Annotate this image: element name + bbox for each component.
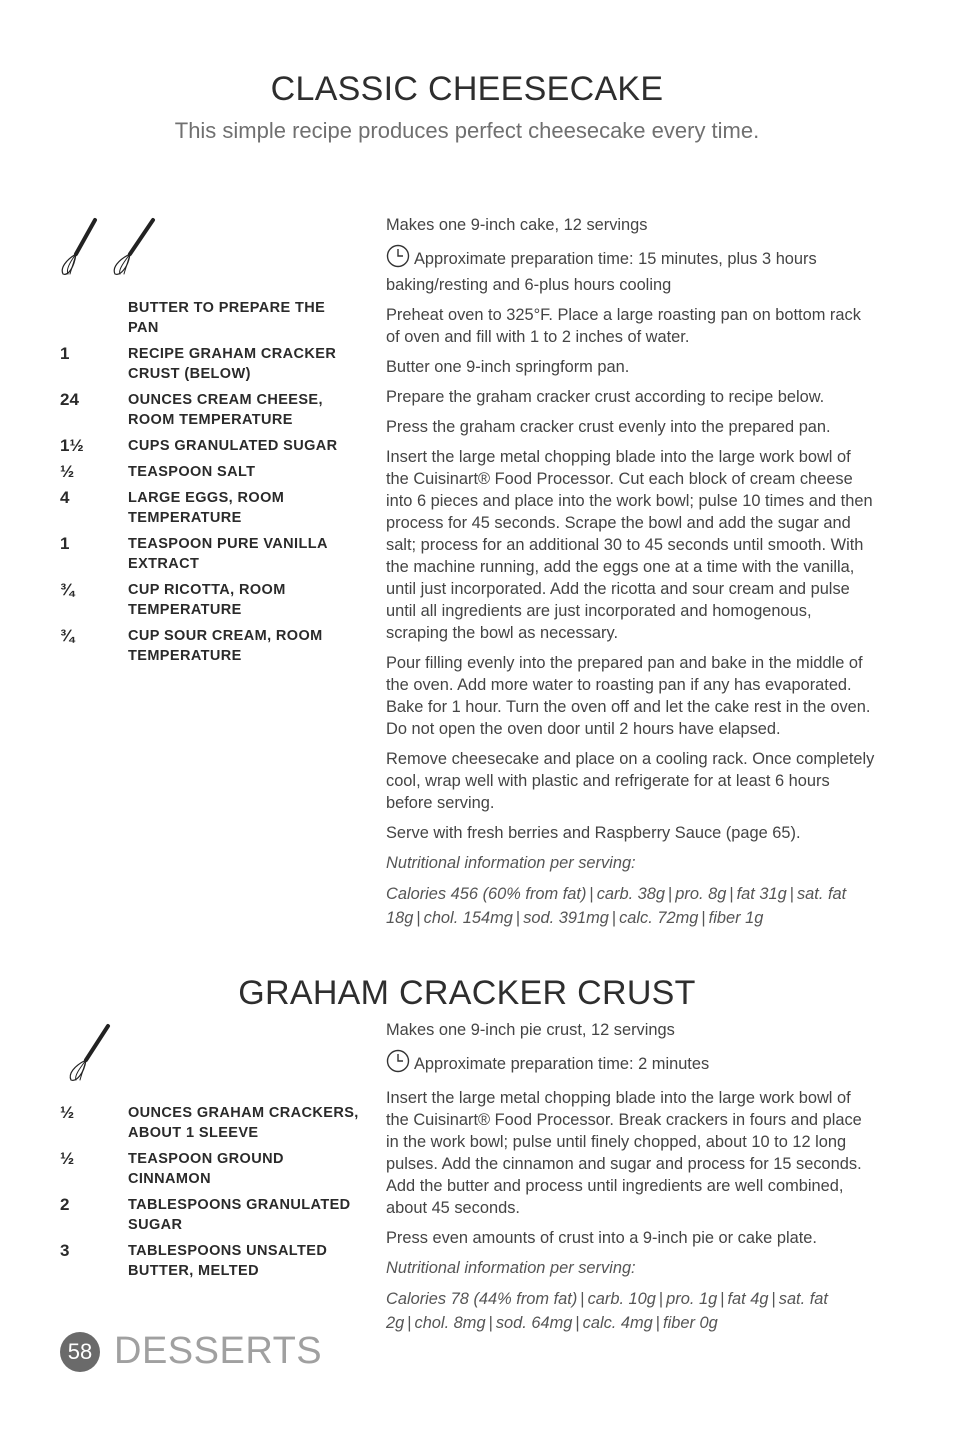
ingredient-row xyxy=(60,298,360,338)
page-number: 58 xyxy=(60,1332,100,1372)
separator: | xyxy=(701,909,706,927)
recipe-subtitle: This simple recipe produces perfect cheesecake every time. xyxy=(174,118,760,143)
separator: | xyxy=(668,885,673,903)
ingredient-row xyxy=(60,1195,360,1235)
directions xyxy=(386,1019,876,1335)
page-footer xyxy=(60,1330,322,1373)
whisk-icon xyxy=(58,1022,114,1084)
ingredient-quantity: 3 xyxy=(60,1241,70,1260)
step-text: Remove cheesecake and place on a cooling rack. Once completely cool, wrap well with plastic and refrigerate for at least 6 hours before serving. xyxy=(386,750,875,812)
ingredient-name: LARGE EGGS, ROOM TEMPERATURE xyxy=(128,490,285,526)
ingredient-name: OUNCES GRAHAM CRACKERS, ABOUT 1 SLEEVE xyxy=(128,1105,359,1141)
step-text: Butter one 9-inch springform pan. xyxy=(386,358,630,376)
separator: | xyxy=(416,909,421,927)
nutrition-facts xyxy=(386,882,876,930)
ingredient-quantity: 1 xyxy=(60,344,70,363)
prep-time-text: Approximate preparation time: 15 minutes, plus 3 hours baking/resting and 6-plus hours cooling xyxy=(386,250,817,294)
nutrition-item: sat. fat 18g xyxy=(386,885,847,927)
step-text: Press even amounts of crust into a 9-inch pie or cake plate. xyxy=(386,1229,817,1247)
directions xyxy=(386,214,876,930)
ingredient-row xyxy=(60,626,360,666)
nutrition-item: pro. 8g xyxy=(675,885,727,903)
ingredient-name: TABLESPOONS UNSALTED BUTTER, MELTED xyxy=(128,1243,328,1279)
nutrition-item: pro. 1g xyxy=(666,1290,718,1308)
step-text: Prepare the graham cracker crust according to recipe below. xyxy=(386,388,825,406)
clock-icon xyxy=(386,244,410,274)
ingredient-quantity: 24 xyxy=(60,390,79,409)
ingredient-name: CUP SOUR CREAM, ROOM TEMPERATURE xyxy=(128,628,323,664)
ingredient-list xyxy=(60,1103,360,1287)
separator: | xyxy=(720,1290,725,1308)
separator: | xyxy=(658,1290,664,1308)
ingredient-row xyxy=(60,1103,360,1143)
ingredient-quantity: 2 xyxy=(60,1195,70,1214)
nutrition-item: Calories 78 (44% from fat) xyxy=(386,1290,578,1308)
nutrition-item: fat 4g xyxy=(727,1290,769,1308)
ingredient-name: TEASPOON SALT xyxy=(128,464,256,480)
separator: | xyxy=(488,1314,493,1332)
ingredient-row xyxy=(60,436,360,456)
separator: | xyxy=(515,909,521,927)
ingredient-list xyxy=(60,298,360,672)
ingredient-name: RECIPE GRAHAM CRACKER CRUST (BELOW) xyxy=(128,346,337,382)
ingredient-row xyxy=(60,390,360,430)
separator: | xyxy=(407,1314,412,1332)
ingredient-name: OUNCES CREAM CHEESE, ROOM TEMPERATURE xyxy=(128,392,323,428)
ingredient-name: TABLESPOONS GRANULATED SUGAR xyxy=(128,1197,351,1233)
ingredient-row xyxy=(60,462,360,482)
separator: | xyxy=(655,1314,661,1332)
prep-time-text: Approximate preparation time: 2 minutes xyxy=(414,1055,710,1073)
nutrition-item: carb. 38g xyxy=(596,885,666,903)
separator: | xyxy=(611,909,617,927)
recipe-title: CLASSIC CHEESECAKE xyxy=(270,70,664,108)
separator: | xyxy=(771,1290,776,1308)
step-text: Insert the large metal chopping blade into the large work bowl of the Cuisinart® Food Processor. Break crackers in fours and place in the work bowl; pulse until finely chopped, about 10 to 12 long pulses. Add the cinnamon and sugar and process for 15 seconds. Add the butter and process until ingredients are well combined, about 45 seconds. xyxy=(386,1089,862,1217)
yield-text: Makes one 9-inch pie crust, 12 servings xyxy=(386,1021,675,1039)
nutrition-item: calc. 72mg xyxy=(619,909,699,927)
separator: | xyxy=(580,1290,585,1308)
nutrition-item: fiber 1g xyxy=(708,909,764,927)
yield-text: Makes one 9-inch cake, 12 servings xyxy=(386,216,648,234)
ingredient-quantity: ½ xyxy=(60,462,75,481)
step-text: Insert the large metal chopping blade into the large work bowl of the Cuisinart® Food Processor. Cut each block of cream cheese into 6 pieces and place into the work bowl; pulse 10 times and then process for 45 seconds. Scrape the bowl and add the sugar and salt; process for an additional 30 to 45 seconds until smooth. With the machine running, add the eggs one at a time with the vanilla, until just incorporated. Add the ricotta and sour cream and pulse until all ingredients are just incorporated and homogenous, scraping the bowl as necessary. xyxy=(386,448,873,642)
ingredient-row xyxy=(60,1149,360,1189)
nutrition-item: fat 31g xyxy=(736,885,787,903)
ingredient-row xyxy=(60,344,360,384)
ingredient-quantity: 1 xyxy=(60,534,70,553)
ingredient-quantity: 4 xyxy=(60,488,70,507)
nutrition-item: Calories 456 (60% from fat) xyxy=(386,885,587,903)
ingredient-name: BUTTER TO PREPARE THE PAN xyxy=(128,300,326,336)
step-text: Pour filling evenly into the prepared pan and bake in the middle of the oven. Add more water to roasting pan if any has evaporated. Bake for 1 hour. Turn the oven off and let the cake rest in the oven. Do not open the oven door until 2 hours have elapsed. xyxy=(386,654,871,738)
nutrition-item: fiber 0g xyxy=(663,1314,718,1332)
nutrition-item: calc. 4mg xyxy=(582,1314,653,1332)
ingredient-row xyxy=(60,534,360,574)
nutrition-label: Nutritional information per serving: xyxy=(386,854,636,872)
whisk-icon xyxy=(58,216,158,278)
ingredient-quantity: ½ xyxy=(60,1103,75,1122)
ingredient-quantity: ¾ xyxy=(60,626,75,645)
step-list xyxy=(386,1087,876,1249)
nutrition-item: sod. 391mg xyxy=(523,909,609,927)
ingredient-name: CUPS GRANULATED SUGAR xyxy=(128,438,338,454)
ingredient-quantity: 1½ xyxy=(60,436,84,455)
ingredient-row xyxy=(60,580,360,620)
nutrition-label: Nutritional information per serving: xyxy=(386,1259,636,1277)
step-text: Press the graham cracker crust evenly into the prepared pan. xyxy=(386,418,831,436)
step-text: Serve with fresh berries and Raspberry Sauce (page 65). xyxy=(386,824,801,842)
step-text: Preheat oven to 325°F. Place a large roasting pan on bottom rack of oven and fill with 1 to 2 inches of water. xyxy=(386,306,861,346)
separator: | xyxy=(575,1314,580,1332)
ingredient-quantity: ¾ xyxy=(60,580,75,599)
prep-time xyxy=(386,244,876,296)
clock-icon xyxy=(386,1049,410,1079)
nutrition-item: chol. 154mg xyxy=(423,909,513,927)
ingredient-name: CUP RICOTTA, ROOM TEMPERATURE xyxy=(128,582,286,618)
nutrition-item: sod. 64mg xyxy=(495,1314,573,1332)
nutrition-item: sat. fat 2g xyxy=(386,1290,828,1332)
step-list xyxy=(386,304,876,844)
ingredient-quantity: ½ xyxy=(60,1149,75,1168)
prep-time xyxy=(386,1049,876,1079)
ingredient-quantity xyxy=(60,298,128,338)
separator: | xyxy=(729,885,734,903)
recipe-title: GRAHAM CRACKER CRUST xyxy=(238,974,696,1012)
nutrition-item: carb. 10g xyxy=(587,1290,656,1308)
separator: | xyxy=(789,885,794,903)
separator: | xyxy=(589,885,594,903)
ingredient-row xyxy=(60,488,360,528)
ingredient-name: TEASPOON GROUND CINNAMON xyxy=(128,1151,284,1187)
nutrition-facts xyxy=(386,1287,876,1335)
ingredient-name: TEASPOON PURE VANILLA EXTRACT xyxy=(128,536,328,572)
ingredient-row xyxy=(60,1241,360,1281)
section-title: DESSERTS xyxy=(114,1330,323,1372)
nutrition-item: chol. 8mg xyxy=(414,1314,486,1332)
